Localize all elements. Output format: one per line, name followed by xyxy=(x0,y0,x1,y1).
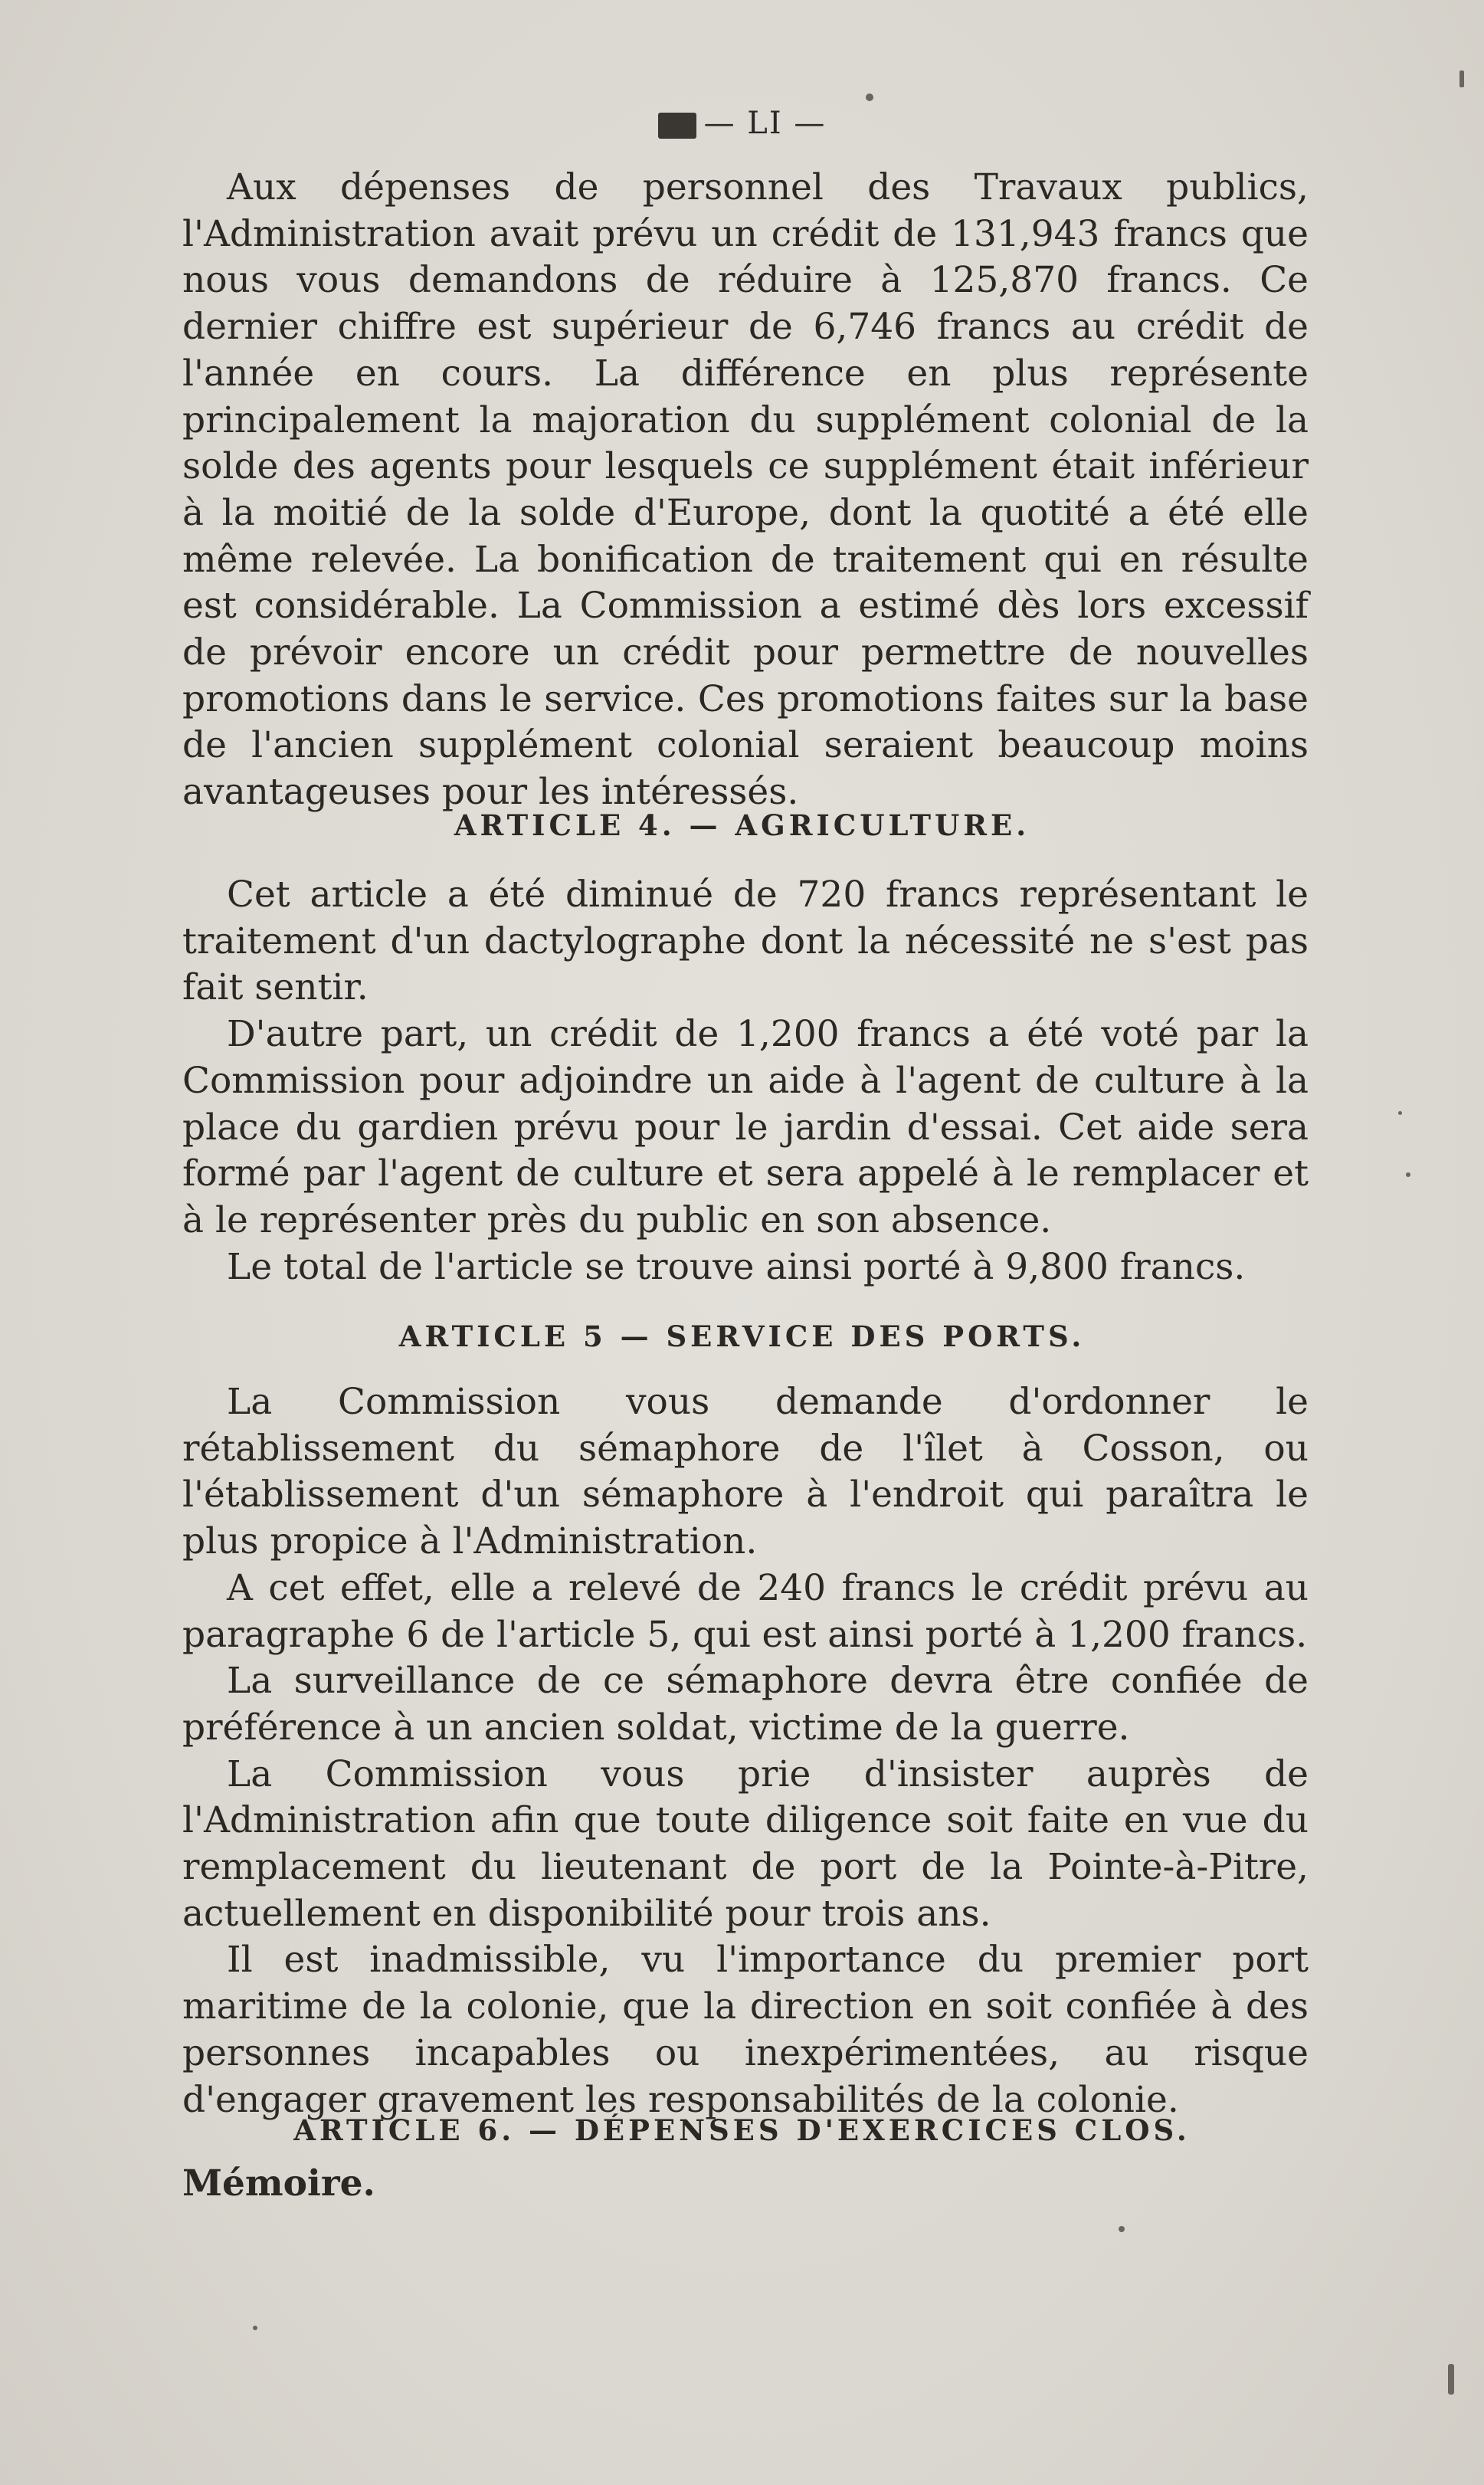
article-5-paragraph-5: Il est inadmissible, vu l'importance du premier port maritime de la colonie, que la direction en soit confiée à des personnes incapables ou inexpérimentées, au risque d'engager gravement les responsabilités de la colonie. xyxy=(182,1939,1309,2121)
article-5-paragraph-2: A cet effet, elle a relevé de 240 francs le crédit prévu au paragraphe 6 de l'article 5, qui est ainsi porté à 1,200 francs. xyxy=(182,1566,1309,1656)
scan-speck xyxy=(1398,1111,1402,1115)
scan-speck xyxy=(1459,70,1464,87)
scan-speck xyxy=(1406,1172,1410,1177)
intro-paragraph: Aux dépenses de personnel des Travaux publics, l'Administration avait prévu un crédit de 131,943 francs que nous vous demandons de réduire à 125,870 francs. Ce dernier chiffre est supérieur de 6,746 francs au crédit de l'année en cours. La différence en plus représente principalement la majoration du supplément colonial de la solde des agents pour lesquels ce supplément était inférieur à la moitié de la solde d'Europe, dont la quotité a été elle même relevée. La bonification de traitement qui en résulte est considérable. La Commission a estimé dès lors excessif de prévoir encore un crédit pour permettre de nouvelles promotions dans le service. Ces promotions faites sur la base de l'ancien supplément colonial seraient beaucoup moins avantageuses pour les intéressés. xyxy=(182,166,1309,814)
scan-speck xyxy=(253,2326,257,2330)
memo-text: Mémoire. xyxy=(182,2162,375,2205)
article-4-paragraph-2: D'autre part, un crédit de 1,200 francs a été voté par la Commission pour adjoindre un aide à l'agent de culture à la place du gardien prévu pour le jardin d'essai. Cet aide sera formé par l'agent de culture et sera appelé à le remplacer et à le représenter près du public en son absence. xyxy=(182,1013,1309,1241)
article-5-paragraph-1: La Commission vous demande d'ordonner le rétablissement du sémaphore de l'îlet à Cosson, ou l'établissement d'un sémaphore à l'endroit qui paraîtra le plus propice à l'Administration. xyxy=(182,1381,1309,1563)
scan-speck xyxy=(1448,2364,1454,2395)
article-5-heading: ARTICLE 5 — SERVICE DES PORTS. xyxy=(398,1320,1086,1353)
article-4-paragraph-3: Le total de l'article se trouve ainsi porté à 9,800 francs. xyxy=(227,1245,1246,1288)
intro-section xyxy=(182,165,1309,816)
article-4-body xyxy=(182,872,1309,1290)
page-number-text: — LI — xyxy=(703,106,827,141)
scan-speck xyxy=(1119,2226,1125,2232)
article-5-body xyxy=(182,1379,1309,2123)
printer-mark-icon xyxy=(658,113,696,139)
article-5-paragraph-4: La Commission vous prie d'insister auprès de l'Administration afin que toute diligence soit faite en vue du remplacement du lieutenant de port de la Pointe-à-Pitre, actuellement en disponibilité pour trois ans. xyxy=(182,1752,1309,1935)
article-4-paragraph-1: Cet article a été diminué de 720 francs représentant le traitement d'un dactylographe dont la nécessité ne s'est pas fait sentir. xyxy=(182,874,1309,1009)
article-4-heading: ARTICLE 4. — AGRICULTURE. xyxy=(454,808,1030,842)
page-number xyxy=(0,106,1484,141)
article-5-paragraph-3: La surveillance de ce sémaphore devra être confiée de préférence à un ancien soldat, victime de la guerre. xyxy=(182,1660,1309,1749)
article-6-heading: ARTICLE 6. — DÉPENSES D'EXERCICES CLOS. xyxy=(293,2113,1191,2147)
scan-speck xyxy=(866,93,873,101)
